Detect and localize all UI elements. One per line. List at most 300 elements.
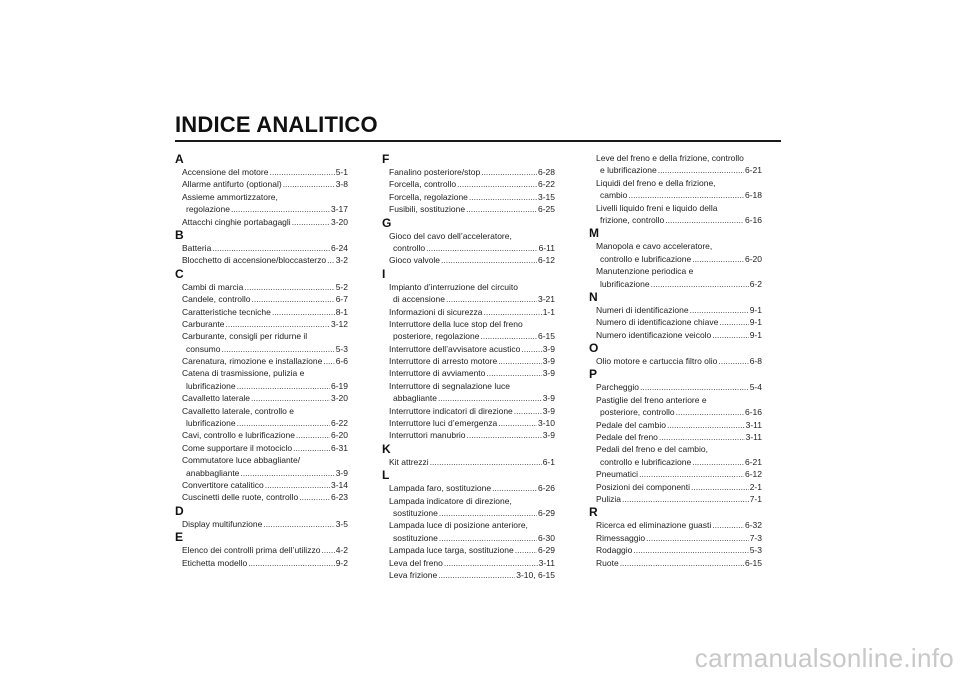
index-entry — [382, 519, 555, 544]
index-entry-text: Leve del freno e della frizione, controllo — [596, 153, 744, 163]
index-entry-text: di accensione — [393, 294, 445, 305]
index-page-ref: 5-3 — [335, 343, 348, 354]
index-page-ref: 6-19 — [330, 380, 348, 391]
index-entry-text: Livelli liquido freni e liquido della — [596, 202, 718, 213]
index-entry-text: Accensione del motore — [182, 167, 269, 177]
index-page-ref: 5-1 — [335, 167, 348, 177]
dot-leader — [446, 293, 537, 305]
index-entry-text: Caratteristiche tecniche — [182, 306, 271, 317]
dot-leader — [514, 405, 542, 417]
index-page-ref: 7-3 — [749, 532, 762, 543]
index-entry-text: consumo — [186, 343, 221, 354]
index-entry-text: lubrificazione — [186, 380, 236, 391]
index-entry — [175, 281, 348, 293]
index-entry-text: Cuscinetti delle ruote, controllo — [182, 492, 299, 503]
index-page-ref: 3-9 — [542, 343, 555, 354]
index-entry-text: sostituzione — [393, 507, 438, 518]
dot-leader — [692, 456, 744, 468]
index-entry — [175, 216, 348, 228]
index-entry — [382, 306, 555, 318]
index-column-1 — [175, 152, 348, 569]
index-entry — [175, 429, 348, 441]
index-page-ref: 6-12 — [744, 469, 762, 480]
index-entry-text: Cambi di marcia — [182, 281, 244, 292]
index-entry — [382, 482, 555, 494]
dot-leader — [296, 429, 330, 441]
index-entry-text: Forcella, controllo — [389, 179, 457, 190]
index-letter-heading: R — [589, 505, 598, 520]
index-entry — [382, 495, 555, 520]
index-entry — [175, 254, 348, 266]
dot-leader — [231, 203, 330, 215]
dot-leader — [628, 189, 744, 201]
index-entry-text: Rodaggio — [596, 545, 633, 556]
index-entry — [589, 532, 762, 544]
index-entry — [589, 316, 762, 328]
index-entry — [382, 191, 555, 203]
index-page-ref: 6-21 — [744, 456, 762, 467]
dot-leader — [691, 481, 749, 493]
index-entry-text: Olio motore e cartuccia filtro olio — [596, 356, 718, 367]
index-entry-text: Lampada indicatore di direzione, — [389, 495, 512, 506]
index-entry-text: Numero identificazione veicolo — [596, 329, 712, 340]
dot-leader — [439, 532, 537, 544]
index-entry-text: Pulizia — [596, 493, 622, 504]
index-page-ref: 3-20 — [330, 393, 348, 404]
index-entry-text: Numero di identificazione chiave — [596, 317, 719, 328]
dot-leader — [712, 329, 748, 341]
index-page-ref: 6-25 — [537, 204, 555, 215]
index-letter-heading: N — [589, 289, 598, 304]
index-entry — [589, 557, 762, 569]
dot-leader — [327, 254, 335, 266]
index-entry-text: Carburante — [182, 318, 225, 329]
dot-leader — [292, 216, 330, 228]
index-entry — [589, 468, 762, 480]
index-entry-text: Blocchetto di accensione/bloccasterzo — [182, 255, 327, 266]
index-entry — [382, 166, 555, 178]
index-entry-text: Candele, controllo — [182, 294, 251, 305]
index-entry-text: Interruttore di arresto motore — [389, 356, 498, 367]
index-page-ref: 3-9 — [542, 405, 555, 416]
index-page-ref: 6-20 — [744, 253, 762, 264]
index-page-ref: 6-22 — [537, 179, 555, 190]
index-entry — [175, 306, 348, 318]
index-entry — [382, 417, 555, 429]
index-entry-text: Display multifunzione — [182, 518, 263, 529]
index-page-ref: 6-18 — [744, 190, 762, 201]
dot-leader — [676, 406, 744, 418]
index-entry — [175, 518, 348, 530]
index-entry-text: Convertitore catalitico — [182, 479, 264, 490]
index-page-ref: 1-1 — [542, 306, 555, 317]
index-page-ref: 6-1 — [542, 456, 555, 467]
index-entry-text: Cavi, controllo e lubrificazione — [182, 430, 295, 441]
index-page-ref: 3-11 — [745, 419, 762, 430]
watermark: carmanualsonline.info — [694, 643, 954, 673]
index-entry — [175, 178, 348, 190]
index-entry — [589, 443, 762, 468]
index-page-ref: 4-2 — [335, 545, 348, 556]
index-page-ref: 8-1 — [335, 306, 348, 317]
index-page-ref: 6-15 — [537, 331, 555, 342]
dot-leader — [719, 316, 748, 328]
index-page-ref: 5-4 — [749, 382, 762, 393]
index-entry-text: Catena di trasmissione, pulizia e — [182, 368, 305, 379]
index-entry — [382, 380, 555, 405]
dot-leader — [439, 507, 537, 519]
index-page-ref: 6-31 — [330, 442, 348, 453]
index-page-ref: 6-16 — [744, 407, 762, 418]
index-entry — [175, 367, 348, 392]
index-page-ref: 3-17 — [330, 204, 348, 215]
dot-leader — [667, 419, 745, 431]
index-entry — [175, 355, 348, 367]
index-entry — [589, 329, 762, 341]
index-entry — [382, 456, 555, 468]
dot-leader — [237, 417, 330, 429]
index-entry — [382, 318, 555, 343]
dot-leader — [690, 304, 749, 316]
dot-leader — [265, 479, 330, 491]
index-entry-text: Etichetta modello — [182, 557, 248, 568]
index-entry-text: Interruttore di avviamento — [389, 368, 486, 379]
index-entry — [175, 454, 348, 479]
index-page-ref: 3-12 — [330, 318, 348, 329]
index-entry-text: Assieme ammortizzatore, — [182, 191, 278, 202]
index-page-ref: 3-21 — [537, 294, 555, 305]
dot-leader — [469, 191, 537, 203]
index-entry-text: Cavalletto laterale — [182, 393, 251, 404]
index-page-ref: 3-10, 6-15 — [516, 569, 555, 580]
index-letter-heading: D — [175, 503, 184, 518]
index-letter-heading: L — [382, 468, 390, 483]
index-page-ref: 3-11 — [538, 557, 555, 568]
index-page-ref: 6-16 — [744, 214, 762, 225]
dot-leader — [212, 242, 330, 254]
index-entry-text: frizione, controllo — [600, 214, 665, 225]
index-page-ref: 9-1 — [749, 304, 762, 315]
index-entry-text: controllo — [393, 242, 426, 253]
index-entry — [382, 203, 555, 215]
index-entry-text: Interruttore dell’avvisatore acustico — [389, 343, 521, 354]
index-page-ref: 3-2 — [335, 255, 348, 266]
dot-leader — [240, 467, 334, 479]
index-entry-text: Liquidi del freno e della frizione, — [596, 177, 716, 188]
index-entry-text: Lampada luce di posizione anteriore, — [389, 520, 528, 531]
index-entry — [175, 405, 348, 430]
dot-leader — [321, 544, 334, 556]
dot-leader — [272, 306, 335, 318]
index-entry-text: Interruttore della luce stop del freno — [389, 318, 523, 329]
index-entry-text: controllo e lubrificazione — [600, 253, 692, 264]
index-entry-text: Pastiglie del freno anteriore e — [596, 394, 707, 405]
index-entry-text: Informazioni di sicurezza — [389, 306, 483, 317]
index-entry — [589, 355, 762, 367]
index-entry — [382, 557, 555, 569]
index-entry-text: Batteria — [182, 242, 212, 253]
index-letter-heading: C — [175, 266, 184, 281]
dot-leader — [237, 380, 330, 392]
index-entry-text: sostituzione — [393, 532, 438, 543]
index-entry-text: Parcheggio — [596, 382, 640, 393]
index-entry-text: anabbagliante — [186, 467, 240, 478]
index-entry — [589, 493, 762, 505]
index-page-ref: 5-2 — [335, 281, 348, 292]
dot-leader — [492, 482, 537, 494]
index-entry-text: Numeri di identificazione — [596, 304, 689, 315]
index-page-ref: 6-21 — [744, 165, 762, 176]
index-entry — [382, 355, 555, 367]
index-page-ref: 6-20 — [330, 430, 348, 441]
index-entry-text: Manopola e cavo acceleratore, — [596, 241, 713, 252]
index-entry — [382, 544, 555, 556]
index-entry — [175, 479, 348, 491]
index-letter-heading: G — [382, 215, 392, 230]
index-entry — [382, 230, 555, 255]
dot-leader — [692, 253, 744, 265]
index-entry — [175, 392, 348, 404]
dot-leader — [293, 442, 330, 454]
index-entry-text: e lubrificazione — [600, 165, 657, 176]
index-entry-text: Pneumatici — [596, 469, 639, 480]
index-entry-text: Kit attrezzi — [389, 456, 429, 467]
index-page-ref: 6-6 — [335, 356, 348, 367]
index-letter-heading: M — [589, 226, 599, 241]
index-entry-text: Lampada faro, sostituzione — [389, 483, 492, 494]
index-entry — [175, 318, 348, 330]
index-entry-text: Interruttore luci d’emergenza — [389, 418, 498, 429]
dot-leader — [498, 417, 537, 429]
dot-leader — [467, 429, 542, 441]
index-page-ref: 3-20 — [330, 216, 348, 227]
index-page-ref: 6-22 — [330, 418, 348, 429]
index-page-ref: 6-29 — [537, 507, 555, 518]
index-entry — [589, 265, 762, 290]
index-page-ref: 3-9 — [542, 430, 555, 441]
index-page-ref: 6-7 — [335, 294, 348, 305]
index-entry — [382, 367, 555, 379]
index-page-ref: 3-11 — [745, 432, 762, 443]
index-letter-heading: B — [175, 227, 184, 242]
dot-leader — [323, 355, 334, 367]
dot-leader — [718, 355, 748, 367]
index-entry-text: Cavalletto laterale, controllo e — [182, 405, 294, 416]
index-entry-text: Come supportare il motociclo — [182, 442, 293, 453]
index-page-ref: 5-3 — [749, 545, 762, 556]
index-entry-text: Elenco dei controlli prima dell’utilizzo — [182, 545, 321, 556]
index-letter-heading: F — [382, 152, 390, 166]
index-page-ref: 6-15 — [744, 557, 762, 568]
index-page-ref: 3-8 — [335, 179, 348, 190]
dot-leader — [466, 203, 537, 215]
index-entry — [589, 152, 762, 177]
index-page-ref: 6-12 — [537, 255, 555, 266]
index-entry — [382, 281, 555, 306]
dot-leader — [438, 392, 542, 404]
dot-leader — [521, 343, 541, 355]
index-entry — [589, 431, 762, 443]
title-rule — [175, 140, 781, 142]
index-entry — [175, 544, 348, 556]
index-letter-heading: O — [589, 341, 599, 356]
index-entry-text: Ruote — [596, 557, 619, 568]
index-page-ref: 2-1 — [749, 481, 762, 492]
dot-leader — [620, 557, 744, 569]
dot-leader — [441, 254, 537, 266]
index-page-ref: 9-1 — [749, 329, 762, 340]
index-entry-text: Interruttori manubrio — [389, 430, 466, 441]
index-entry — [589, 177, 762, 202]
index-entry-text: Posizioni dei componenti — [596, 481, 691, 492]
index-entry-text: Ricerca ed eliminazione guasti — [596, 520, 712, 531]
index-entry-text: Manutenzione periodica e — [596, 266, 694, 277]
dot-leader — [651, 278, 749, 290]
index-entry — [589, 544, 762, 556]
index-entry — [175, 242, 348, 254]
index-page-ref: 3-15 — [537, 191, 555, 202]
index-entry — [589, 240, 762, 265]
dot-leader — [665, 214, 744, 226]
index-page-ref: 3-10 — [537, 418, 555, 429]
dot-leader — [659, 431, 745, 443]
index-page-ref: 3-9 — [542, 356, 555, 367]
dot-leader — [622, 493, 749, 505]
index-letter-heading: P — [589, 367, 598, 382]
dot-leader — [252, 293, 335, 305]
index-page-ref: 6-11 — [538, 242, 555, 253]
index-entry-text: lubrificazione — [186, 418, 236, 429]
index-column-2 — [382, 152, 555, 581]
index-entry — [589, 481, 762, 493]
index-entry-text: Carburante, consigli per ridurne il — [182, 331, 308, 342]
dot-leader — [283, 178, 335, 190]
dot-leader — [633, 544, 748, 556]
index-entry-text: Lampada luce targa, sostituzione — [389, 545, 514, 556]
index-entry — [589, 381, 762, 393]
index-page-ref: 6-8 — [749, 356, 762, 367]
index-entry — [175, 191, 348, 216]
index-entry — [589, 419, 762, 431]
dot-leader — [438, 569, 515, 581]
index-entry-text: Leva frizione — [389, 569, 438, 580]
index-page-ref: 6-2 — [749, 278, 762, 289]
index-entry — [382, 405, 555, 417]
dot-leader — [299, 491, 330, 503]
dot-leader — [251, 392, 330, 404]
dot-leader — [248, 557, 335, 569]
index-entry — [382, 343, 555, 355]
index-page-ref: 3-14 — [330, 479, 348, 490]
index-page-ref: 9-1 — [749, 317, 762, 328]
index-entry-text: Pedali del freno e del cambio, — [596, 444, 708, 455]
index-entry-text: Rimessaggio — [596, 532, 646, 543]
index-entry-text: Interruttore indicatori di direzione — [389, 405, 513, 416]
index-page-ref: 6-28 — [537, 167, 555, 177]
index-page-ref: 3-9 — [542, 368, 555, 379]
index-entry — [382, 178, 555, 190]
dot-leader — [244, 281, 334, 293]
index-page-ref: 9-2 — [335, 557, 348, 568]
index-letter-heading: E — [175, 530, 184, 545]
index-entry — [589, 519, 762, 531]
index-page-ref: 6-32 — [744, 520, 762, 531]
index-entry-text: Pedale del cambio — [596, 419, 666, 430]
index-entry-text: abbagliante — [393, 393, 437, 404]
dot-leader — [640, 381, 749, 393]
dot-leader — [263, 518, 334, 530]
index-entry-text: Commutatore luce abbagliante/ — [182, 455, 301, 466]
index-entry-text: lubrificazione — [600, 278, 650, 289]
dot-leader — [658, 164, 744, 176]
index-page-ref: 3-9 — [335, 467, 348, 478]
dot-leader — [486, 367, 541, 379]
dot-leader — [444, 557, 538, 569]
dot-leader — [481, 166, 537, 178]
index-entry-text: Impianto d’interruzione del circuito — [389, 281, 518, 292]
index-entry-text: Gioco valvole — [389, 255, 441, 266]
index-entry — [382, 429, 555, 441]
index-entry-text: Interruttore di segnalazione luce — [389, 380, 510, 391]
index-letter-heading: A — [175, 152, 184, 166]
index-letter-heading: I — [382, 266, 386, 281]
dot-leader — [222, 343, 335, 355]
dot-leader — [646, 532, 749, 544]
index-entry-text: posteriore, controllo — [600, 407, 675, 418]
dot-leader — [639, 468, 744, 480]
index-entry — [175, 557, 348, 569]
index-entry — [175, 442, 348, 454]
dot-leader — [498, 355, 542, 367]
dot-leader — [484, 306, 542, 318]
index-entry — [175, 166, 348, 178]
dot-leader — [457, 178, 537, 190]
dot-leader — [515, 544, 537, 556]
index-page-ref: 6-23 — [330, 492, 348, 503]
dot-leader — [712, 519, 744, 531]
index-page-ref: 6-24 — [330, 242, 348, 253]
index-page-ref: 6-30 — [537, 532, 555, 543]
dot-leader — [269, 166, 334, 178]
index-entry — [175, 491, 348, 503]
index-entry-text: Carenatura, rimozione e installazione — [182, 356, 323, 367]
index-entry — [589, 394, 762, 419]
index-entry-text: posteriore, regolazione — [393, 331, 480, 342]
dot-leader — [426, 242, 537, 254]
index-page-ref: 6-29 — [537, 545, 555, 556]
index-letter-heading: K — [382, 441, 391, 456]
index-entry — [589, 202, 762, 227]
index-entry-text: Gioco del cavo dell’acceleratore, — [389, 230, 512, 241]
index-entry-text: Pedale del freno — [596, 432, 658, 443]
index-entry-text: Attacchi cinghie portabagagli — [182, 216, 291, 227]
index-page-ref: 7-1 — [749, 493, 762, 504]
index-page-ref: 6-26 — [537, 483, 555, 494]
index-entry — [382, 254, 555, 266]
index-entry — [175, 293, 348, 305]
index-page-ref: 3-9 — [542, 393, 555, 404]
index-entry-text: Fanalino posteriore/stop — [389, 167, 481, 177]
index-entry-text: Leva del freno — [389, 557, 443, 568]
index-entry-text: controllo e lubrificazione — [600, 456, 692, 467]
index-entry-text: Fusibili, sostituzione — [389, 204, 466, 215]
index-entry — [175, 330, 348, 355]
dot-leader — [430, 456, 542, 468]
index-entry-text: Allarme antifurto (optional) — [182, 179, 282, 190]
index-page-ref: 3-5 — [335, 518, 348, 529]
index-entry-text: Forcella, regolazione — [389, 191, 468, 202]
dot-leader — [226, 318, 330, 330]
